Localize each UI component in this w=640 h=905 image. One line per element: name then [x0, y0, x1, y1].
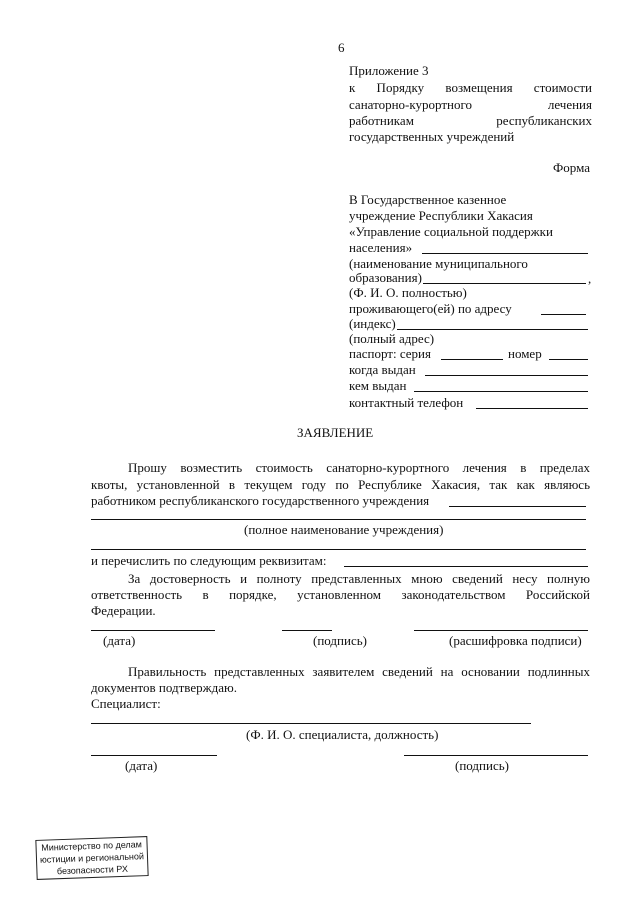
specialist-hint: (Ф. И. О. специалиста, должность) — [246, 727, 439, 742]
specialist-date-hint: (дата) — [125, 758, 158, 773]
address-field[interactable] — [541, 314, 586, 315]
issued-when-field[interactable] — [425, 375, 588, 376]
appendix-title: Приложение 3 — [349, 63, 429, 78]
appendix-line-3: работникам республиканских — [349, 113, 592, 128]
institution-field-2[interactable] — [91, 519, 586, 520]
form-label: Форма — [553, 160, 590, 175]
addressee-line-2: учреждение Республики Хакасия — [349, 208, 533, 223]
applicant-date-field[interactable] — [91, 630, 215, 631]
applicant-signature-hint: (подпись) — [313, 633, 367, 648]
addressee-line-3: «Управление социальной поддержки — [349, 224, 553, 239]
requisites-field[interactable] — [344, 566, 588, 567]
para1-line-1: Прошу возместить стоимость санаторно-курортного лечения в пределах — [128, 460, 590, 475]
index-field[interactable] — [397, 329, 588, 330]
institution-hint: (полное наименование учреждения) — [244, 522, 444, 537]
applicant-date-hint: (дата) — [103, 633, 136, 648]
issued-when-label: когда выдан — [349, 362, 416, 377]
appendix-line-4: государственных учреждений — [349, 129, 515, 144]
institution-field-1[interactable] — [449, 506, 586, 507]
full-address-hint: (полный адрес) — [349, 331, 435, 346]
phone-field[interactable] — [476, 408, 588, 409]
stamp-line-3: безопасности РХ — [56, 863, 129, 877]
specialist-signature-field[interactable] — [404, 755, 588, 756]
index-hint: (индекс) — [349, 316, 396, 331]
para1-line-3: работником республиканского государственного учреждения — [91, 493, 430, 508]
municipality-hint-1: (наименование муниципального — [349, 256, 528, 271]
stamp-line-2: юстиции и региональной — [39, 851, 145, 865]
appendix-line-2: санаторно-курортного лечения — [349, 97, 592, 112]
fio-hint: (Ф. И. О. полностью) — [349, 285, 467, 300]
residing-label: проживающего(ей) по адресу — [349, 301, 512, 316]
para2-line-2: ответственность в порядке, установленном законодательством Российской — [91, 587, 590, 602]
specialist-date-field[interactable] — [91, 755, 217, 756]
appendix-line-1: к Порядку возмещения стоимости — [349, 80, 592, 95]
fio-comma: , — [588, 271, 592, 286]
ministry-stamp — [35, 836, 148, 880]
applicant-signature-field[interactable] — [282, 630, 332, 631]
document-heading: ЗАЯВЛЕНИЕ — [297, 425, 374, 440]
institution-field-3[interactable] — [91, 549, 586, 550]
specialist-label: Специалист: — [91, 696, 161, 711]
phone-label: контактный телефон — [349, 395, 464, 410]
addressee-line-1: В Государственное казенное — [349, 192, 507, 207]
passport-number-field[interactable] — [549, 359, 588, 360]
para2-line-3: Федерации. — [91, 603, 156, 618]
passport-series-field[interactable] — [441, 359, 503, 360]
applicant-decoding-field[interactable] — [414, 630, 588, 631]
requisites-label: и перечислить по следующим реквизитам: — [91, 553, 327, 568]
passport-number-label: номер — [508, 346, 542, 361]
passport-series-label: паспорт: серия — [349, 346, 431, 361]
fio-field[interactable] — [423, 283, 586, 284]
verification-line-1: Правильность представленных заявителем сведений на основании подлинных — [128, 664, 590, 679]
issued-by-label: кем выдан — [349, 378, 407, 393]
specialist-name-field[interactable] — [91, 723, 531, 724]
para1-line-2: квоты, установленной в текущем году по Республике Хакасия, так как являюсь — [91, 477, 590, 492]
applicant-decoding-hint: (расшифровка подписи) — [449, 633, 582, 648]
issued-by-field[interactable] — [414, 391, 588, 392]
verification-line-2: документов подтверждаю. — [91, 680, 237, 695]
stamp-line-1: Министерство по делам — [41, 839, 143, 853]
addressee-line-4: населения» — [349, 240, 413, 255]
municipality-hint-2: образования) — [349, 270, 422, 285]
municipality-field[interactable] — [422, 253, 588, 254]
page-number: 6 — [338, 40, 345, 55]
para2-line-1: За достоверность и полноту представленных мною сведений несу полную — [128, 571, 590, 586]
specialist-signature-hint: (подпись) — [455, 758, 509, 773]
